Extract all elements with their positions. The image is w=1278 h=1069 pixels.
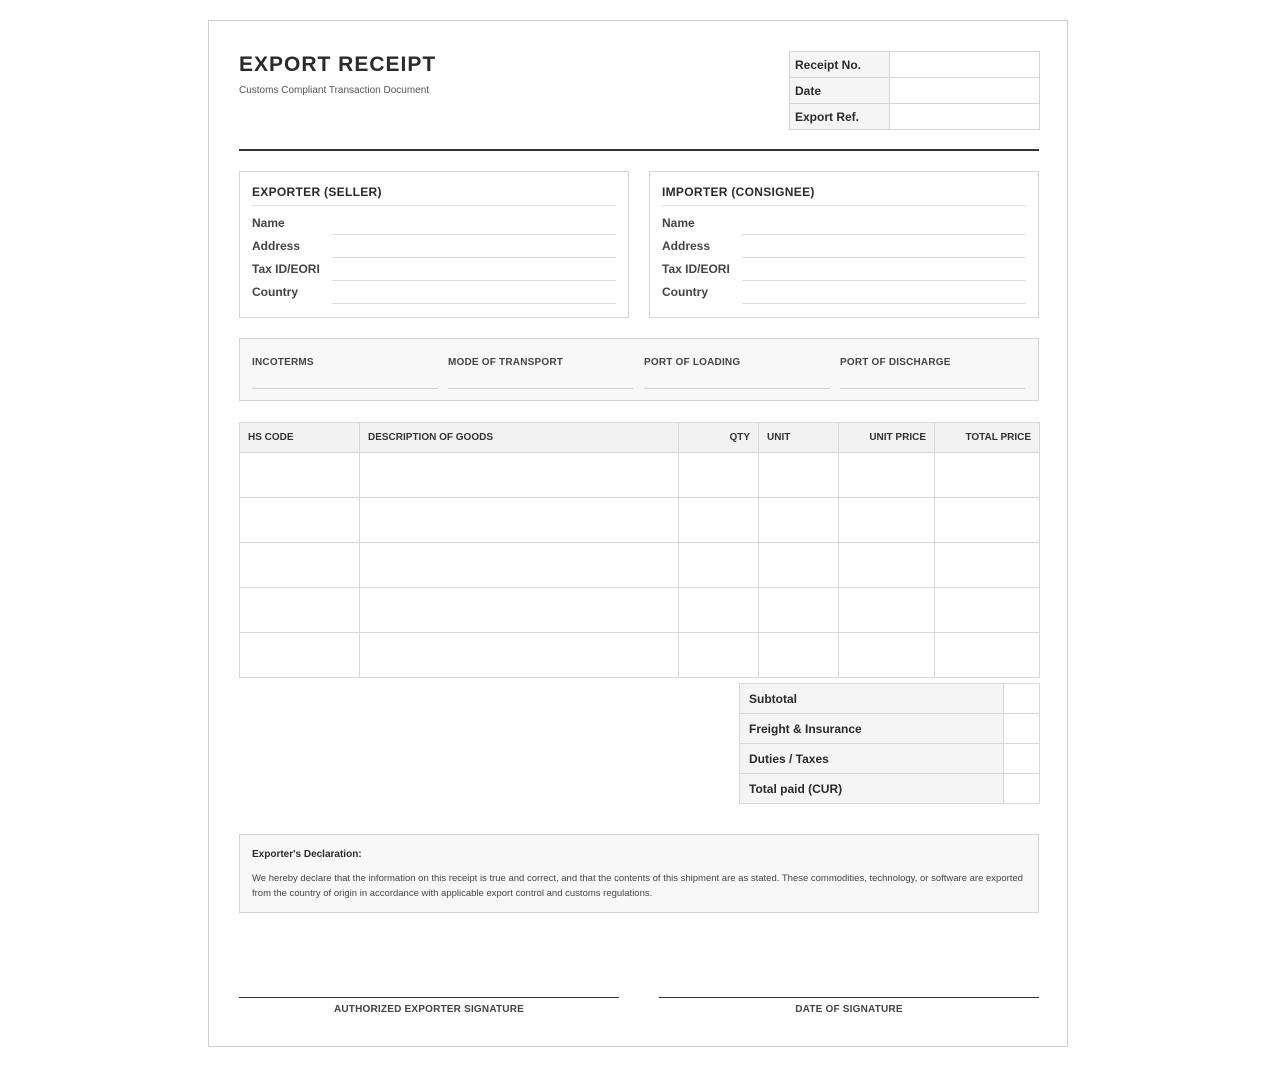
importer-taxid-row bbox=[662, 258, 1026, 281]
port-of-loading-field[interactable] bbox=[644, 352, 830, 389]
column-header-total-price: TOTAL PRICE bbox=[935, 423, 1040, 453]
field-label: Tax ID/EORI bbox=[252, 262, 320, 276]
table-cell[interactable] bbox=[935, 633, 1040, 678]
table-cell[interactable] bbox=[240, 453, 360, 498]
table-cell[interactable] bbox=[679, 633, 759, 678]
exporter-country-field[interactable] bbox=[332, 303, 616, 304]
table-cell[interactable] bbox=[360, 633, 679, 678]
importer-section bbox=[649, 171, 1039, 318]
table-cell[interactable] bbox=[360, 543, 679, 588]
table-cell[interactable] bbox=[240, 543, 360, 588]
meta-label: Export Ref. bbox=[790, 104, 890, 130]
signature-label: AUTHORIZED EXPORTER SIGNATURE bbox=[333, 1004, 525, 1015]
subtotal-row bbox=[740, 684, 1040, 714]
table-cell[interactable] bbox=[839, 633, 935, 678]
table-cell[interactable] bbox=[240, 498, 360, 543]
header-divider bbox=[239, 149, 1039, 151]
subtotal-label: Subtotal bbox=[740, 684, 1004, 714]
table-row bbox=[240, 543, 1040, 588]
exporter-taxid-row bbox=[252, 258, 616, 281]
document-title: EXPORT RECEIPT bbox=[239, 53, 437, 76]
field-label: Address bbox=[662, 239, 711, 253]
table-cell[interactable] bbox=[679, 588, 759, 633]
date-signature-label: DATE OF SIGNATURE bbox=[795, 1004, 903, 1015]
exporter-heading: EXPORTER (SELLER) bbox=[252, 185, 616, 206]
table-cell[interactable] bbox=[759, 633, 839, 678]
column-header-unit: UNIT bbox=[759, 423, 839, 453]
importer-name-row bbox=[662, 212, 1026, 235]
exporter-address-row bbox=[252, 235, 616, 258]
date-field[interactable] bbox=[890, 78, 1040, 104]
total-paid-field[interactable] bbox=[1004, 774, 1040, 804]
meta-row-export-ref bbox=[790, 104, 1040, 130]
duties-row bbox=[740, 744, 1040, 774]
importer-country-row bbox=[662, 281, 1026, 304]
table-cell[interactable] bbox=[240, 588, 360, 633]
table-cell[interactable] bbox=[360, 588, 679, 633]
declaration-text: We hereby declare that the information on this receipt is true and correct, and that the contents of this shipment are as stated. These commodities, technology, or software are exported from the country of origin in accordance with applicable export control and customs regulations. bbox=[252, 873, 1023, 899]
goods-table-header bbox=[240, 423, 1040, 453]
column-header-hs-code: HS CODE bbox=[240, 423, 360, 453]
table-row bbox=[240, 633, 1040, 678]
table-cell[interactable] bbox=[759, 588, 839, 633]
table-cell[interactable] bbox=[679, 543, 759, 588]
importer-address-row bbox=[662, 235, 1026, 258]
table-cell[interactable] bbox=[679, 498, 759, 543]
total-paid-row bbox=[740, 774, 1040, 804]
table-cell[interactable] bbox=[240, 633, 360, 678]
meta-row-receipt-no bbox=[790, 52, 1040, 78]
declaration-heading: Exporter's Declaration: bbox=[252, 849, 362, 860]
table-cell[interactable] bbox=[759, 498, 839, 543]
field-label: Address bbox=[252, 239, 301, 253]
document-subtitle: Customs Compliant Transaction Document bbox=[239, 85, 430, 96]
field-label: Country bbox=[662, 285, 708, 299]
meta-label: Date bbox=[790, 78, 890, 104]
total-paid-label: Total paid (CUR) bbox=[740, 774, 1004, 804]
table-cell[interactable] bbox=[839, 588, 935, 633]
field-label: Tax ID/EORI bbox=[662, 262, 730, 276]
signature-line bbox=[239, 997, 619, 998]
goods-table bbox=[239, 422, 1040, 678]
table-cell[interactable] bbox=[759, 453, 839, 498]
shipping-terms-section bbox=[239, 338, 1039, 401]
table-cell[interactable] bbox=[759, 543, 839, 588]
exporter-section bbox=[239, 171, 629, 318]
field-label: Name bbox=[662, 216, 695, 230]
column-header-qty: QTY bbox=[679, 423, 759, 453]
importer-heading: IMPORTER (CONSIGNEE) bbox=[662, 185, 1026, 206]
table-row bbox=[240, 498, 1040, 543]
mode-of-transport-field[interactable] bbox=[448, 352, 634, 389]
table-row bbox=[240, 588, 1040, 633]
table-cell[interactable] bbox=[839, 453, 935, 498]
receipt-page bbox=[208, 20, 1068, 1047]
table-cell[interactable] bbox=[935, 453, 1040, 498]
column-header-description: DESCRIPTION OF GOODS bbox=[360, 423, 679, 453]
freight-insurance-field[interactable] bbox=[1004, 714, 1040, 744]
date-signature-line bbox=[659, 997, 1039, 998]
exporter-country-row bbox=[252, 281, 616, 304]
table-cell[interactable] bbox=[839, 498, 935, 543]
duties-taxes-field[interactable] bbox=[1004, 744, 1040, 774]
field-label: Name bbox=[252, 216, 285, 230]
table-cell[interactable] bbox=[935, 498, 1040, 543]
table-cell[interactable] bbox=[360, 453, 679, 498]
duties-taxes-label: Duties / Taxes bbox=[740, 744, 1004, 774]
totals-table bbox=[739, 683, 1040, 804]
incoterms-label: INCOTERMS bbox=[252, 357, 314, 368]
table-cell[interactable] bbox=[839, 543, 935, 588]
export-ref-field[interactable] bbox=[890, 104, 1040, 130]
table-row bbox=[240, 453, 1040, 498]
table-cell[interactable] bbox=[935, 543, 1040, 588]
freight-insurance-label: Freight & Insurance bbox=[740, 714, 1004, 744]
table-cell[interactable] bbox=[935, 588, 1040, 633]
table-cell[interactable] bbox=[360, 498, 679, 543]
receipt-no-field[interactable] bbox=[890, 52, 1040, 78]
signature-date-block[interactable] bbox=[659, 997, 1039, 1015]
exporter-signature-block[interactable] bbox=[239, 997, 619, 1015]
table-cell[interactable] bbox=[679, 453, 759, 498]
meta-row-date bbox=[790, 78, 1040, 104]
port-of-discharge-label: PORT OF DISCHARGE bbox=[840, 357, 951, 368]
receipt-meta-table bbox=[789, 51, 1040, 130]
mode-of-transport-label: MODE OF TRANSPORT bbox=[448, 357, 564, 368]
importer-country-field[interactable] bbox=[742, 303, 1026, 304]
subtotal-field[interactable] bbox=[1004, 684, 1040, 714]
port-of-discharge-field[interactable] bbox=[840, 352, 1026, 389]
exporter-name-row bbox=[252, 212, 616, 235]
meta-label: Receipt No. bbox=[790, 52, 890, 78]
column-header-unit-price: UNIT PRICE bbox=[839, 423, 935, 453]
freight-row bbox=[740, 714, 1040, 744]
declaration-box bbox=[239, 834, 1039, 913]
incoterms-field[interactable] bbox=[252, 352, 438, 389]
port-of-loading-label: PORT OF LOADING bbox=[644, 357, 741, 368]
field-label: Country bbox=[252, 285, 298, 299]
